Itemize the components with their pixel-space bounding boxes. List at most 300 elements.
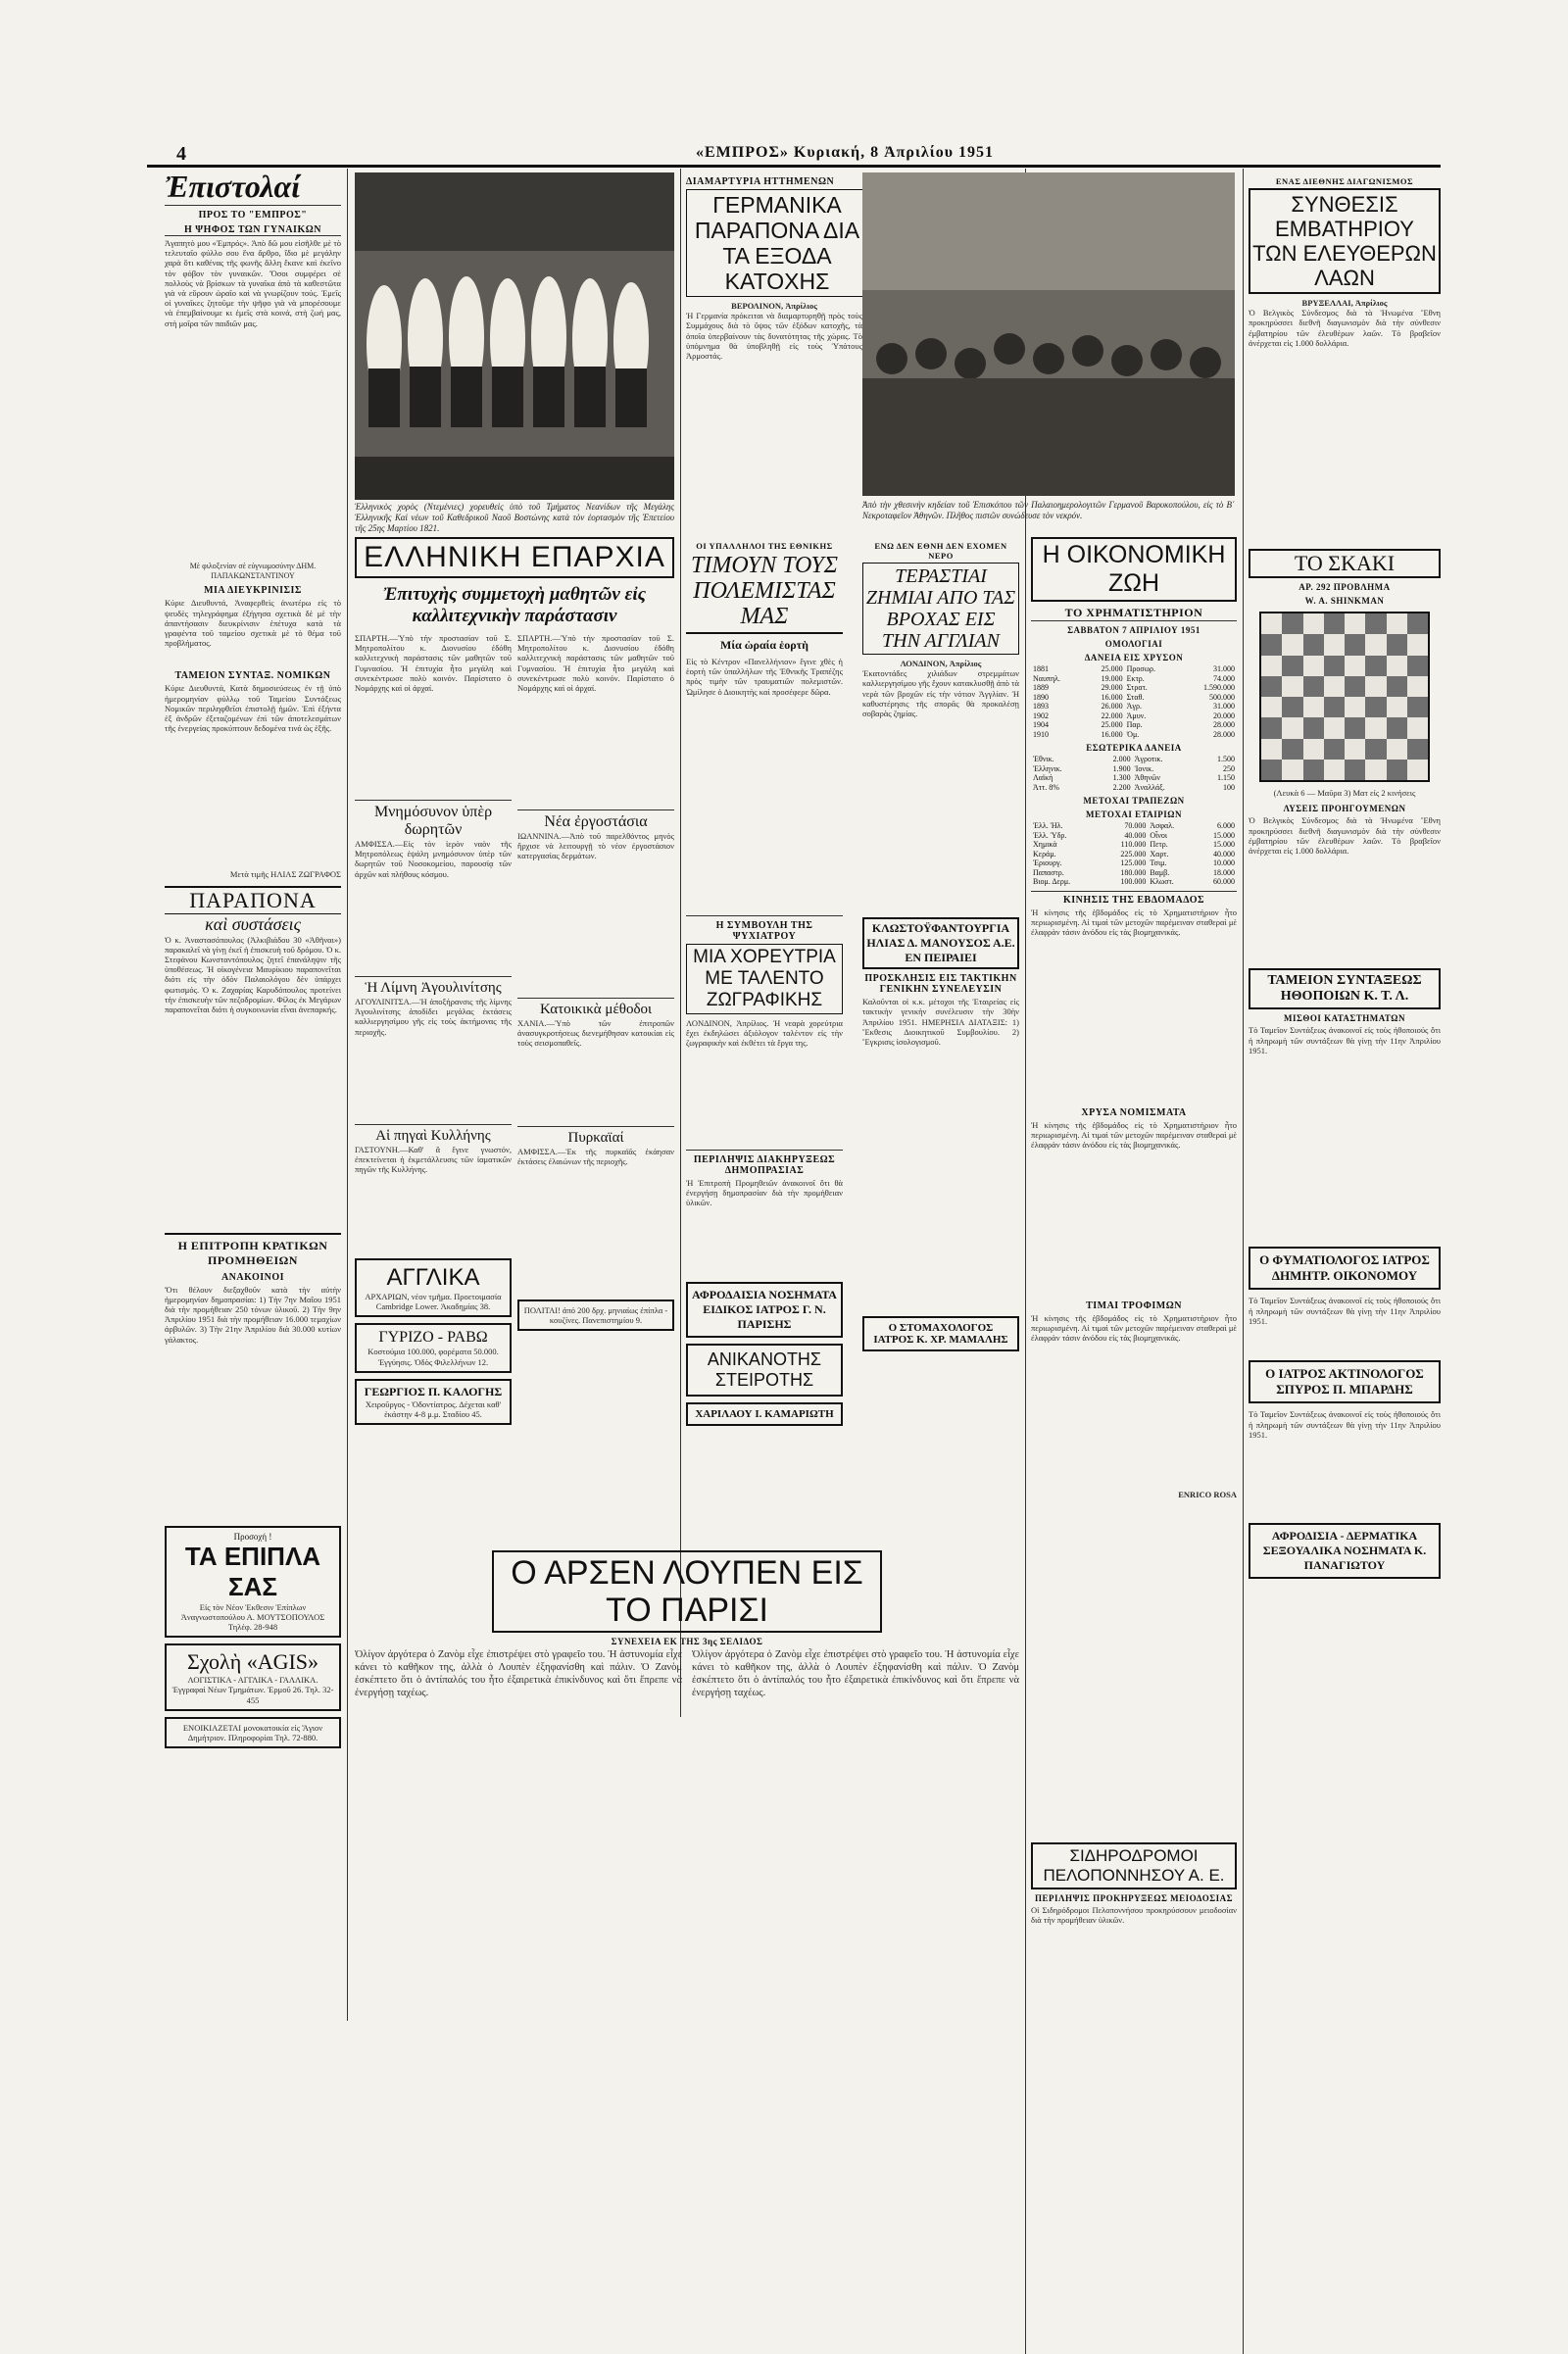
tb-doctor-ad: [1249, 1247, 1441, 1290]
gold-loans-cell: 1881: [1033, 664, 1049, 673]
germany-title: ΓΕΡΜΑΝΙΚΑ ΠΑΡΑΠΟΝΑ ΔΙΑ ΤΑ ΕΞΟΔΑ ΚΑΤΟΧΗΣ: [686, 189, 868, 297]
chess-square: [1261, 613, 1282, 634]
letter-signature: Μὲ φιλοξενίαν σὲ εὐγνωμοσύνην ΔΗΜ. ΠΑΠΑΚΩΝΣΤΑΝΤΙΝΟΥ: [189, 562, 317, 581]
gold-loans-cell: 20.000: [1213, 711, 1235, 720]
domestic-loans-cell: Λαϊκή: [1033, 773, 1054, 782]
chess-square: [1387, 739, 1407, 760]
venereal-ad: [686, 1282, 843, 1338]
company-shares-row: [1031, 868, 1237, 878]
gold-loans-cell: 1890: [1033, 692, 1049, 702]
chess-square: [1261, 634, 1282, 655]
company-shares-table: [1031, 821, 1237, 887]
tb-doctor-body: Τὸ Ταμεῖον Συντάξεως ἀνακοινοῖ εἰς τοὺς ἠθοποιούς ὅτι ἡ πληρωμὴ τῶν συντάξεων θὰ γίνῃ τὴν 11ην Ἀπριλίου 1951.: [1249, 1296, 1441, 1326]
domestic-loans-cell: 2.000: [1112, 755, 1131, 763]
company-shares-cell: Ἀσφαλ.: [1150, 821, 1175, 830]
gold-loans-row: [1031, 664, 1237, 674]
chess-square: [1303, 760, 1324, 780]
doctor-ad: [355, 1379, 512, 1425]
chess-square: [1365, 634, 1386, 655]
domestic-loans-cell: Ἀθηνῶν: [1134, 773, 1160, 782]
chess-square: [1303, 634, 1324, 655]
arsen-lupin-title: Ο ΑΡΣΕΝ ΛΟΥΠΕΝ ΕΙΣ ΤΟ ΠΑΡΙΣΙ: [492, 1550, 882, 1633]
company-shares-cell: 100.000: [1120, 877, 1147, 886]
letters-column: [165, 169, 341, 2344]
province-section: [355, 537, 674, 1546]
dancer-title: ΜΙΑ ΧΟΡΕΥΤΡΙΑ ΜΕ ΤΑΛΕΝΤΟ ΖΩΓΡΑΦΙΚΗΣ: [686, 944, 843, 1014]
chess-square: [1303, 717, 1324, 738]
column-divider: [347, 169, 348, 2021]
column-divider: [680, 169, 681, 1717]
chess-square: [1407, 717, 1428, 738]
gold-loans-cell: 500.000: [1209, 692, 1235, 702]
stomach-ad: [862, 1316, 1019, 1351]
actors-fund-subheading: ΜΙΣΘΟΙ ΚΑΤΑΣΤΗΜΑΤΩΝ: [1284, 1013, 1405, 1024]
chess-square: [1387, 676, 1407, 697]
chess-author: W. A. SHINKMAN: [1304, 596, 1385, 607]
gold-loans-cell: Παρ.: [1126, 720, 1143, 729]
dance-photo-caption: Ἑλληνικὸς χορὸς (Ντεμένιες) χορευθεὶς ὑπὸ τοῦ Τμήματος Νεανίδων τῆς Μεγάλης Ἑλληνικῆς Καὶ νέων τοῦ Καθεδρικοῦ Ναοῦ Βοστώνης κατὰ τὸν ἑορτασμὸν τῆς Ἐπετείου τῆς 25ης Μαρτίου 1821.: [355, 502, 674, 533]
column-divider: [1025, 169, 1026, 2354]
memorial-body: ΑΜΦΙΣΣΑ.—Εἰς τὸν ἱερὸν ναὸν τῆς Μητροπόλεως ἐψάλη μνημόσυνον ὑπὲρ τῶν δωρητῶν τοῦ Νοσοκομείου, παρουσίᾳ τῶν ἀρχῶν καὶ πλήθους κόσμου.: [355, 839, 512, 879]
kamariotis-ad: [686, 1402, 843, 1426]
company-shares-cell: 18.000: [1213, 867, 1235, 877]
psychiatrist-heading: Η ΣΥΜΒΟΥΛΗ ΤΗΣ ΨΥΧΙΑΤΡΟΥ: [686, 915, 843, 942]
gold-loans-cell: Σταθ.: [1126, 692, 1145, 702]
school-ad: [165, 1643, 341, 1711]
page-number: 4: [176, 143, 186, 165]
gold-loans-cell: 1910: [1033, 729, 1049, 739]
furniture-ad-body: Εἰς τὸν Νέον Ἐκθεσιν Ἐπίπλων Ἀναγνωστοπούλου Α. ΜΟΥΤΣΟΠΟΥΛΟΣ Τηλέφ. 28-948: [180, 1601, 325, 1633]
textile-body: Καλοῦνται οἱ κ.κ. μέτοχοι τῆς Ἑταιρείας εἰς τακτικὴν γενικὴν συνέλευσιν τὴν 30ὴν Ἀπριλίου 1951. ΗΜΕΡΗΣΙΑ ΔΙΑΤΑΞΙΣ: 1) Ἔκθεσις Διοικητικοῦ Συμβουλίου. 2) Ἔγκρισις ἰσολογισμοῦ.: [862, 997, 1019, 1048]
bank-shares-heading: ΜΕΤΟΧΑΙ ΤΡΑΠΕΖΩΝ: [1083, 796, 1185, 806]
tailor-ad: [355, 1323, 512, 1372]
complaints-body: Ὁ κ. Ἀναστασόπουλος (Ἀλκιβιάδου 30 «Ἀθῆναι») παρακαλεῖ νὰ γίνῃ ἐκεῖ ἡ ἐπισκευὴ τοῦ δρόμου. Ὁ κ. Στεφάνου Κωνσταντόπουλος ζητεῖ ἐπανάληψιν τῆς ὑποθέσεως. Ἡ οἰκογένεια Μαυρίκιου παραπονεῖται διότι εἰς τὴν ὁδὸν Παλαιολόγου δὲν ὑπάρχει φωτισμός. Ὁ κ. Ζαχαρίας Καρυδόπουλος προτείνει τὴν ἐπισκευὴν τῶν πεζοδρομίων. Φίλος ἐκ Μεγάρων παραπονεῖται διότι ἡ συγκοινωνία εἶναι ἀνεπαρκής.: [165, 934, 341, 1015]
chess-square: [1365, 697, 1386, 717]
march-contest-title: ΣΥΝΘΕΣΙΣ ΕΜΒΑΤΗΡΙΟΥ ΤΩΝ ΕΛΕΥΘΕΡΩΝ ΛΑΩΝ: [1249, 188, 1441, 294]
chess-square: [1324, 717, 1345, 738]
gold-loans-row: [1031, 720, 1237, 730]
gold-coins-heading: ΧΡΥΣΑ ΝΟΜΙΣΜΑΤΑ: [1081, 1106, 1187, 1118]
sparti-body: ΣΠΑΡΤΗ.—Ὑπὸ τὴν προστασίαν τοῦ Σ. Μητροπολίτου κ. Διονυσίου ἐδόθη καλλιτεχνικὴ παράστασις τῶν μαθητῶν τοῦ Γυμνασίου. Ἡ ἐπιτυχία ἦτο μεγάλη καὶ συνεκέντρωσε πολὺ κοινόν. Παρίστατο ὁ Νομάρχης καὶ οἱ ἀρχαί.: [355, 633, 512, 694]
chess-square: [1282, 656, 1302, 676]
funeral-photo-caption: Ἀπὸ τὴν χθεσινὴν κηδείαν τοῦ Ἐπισκόπου τῶν Παλαιοημερολογιτῶν Γερμανοῦ Βαρυκοπούλου, εἰς τὸ Β΄ Νεκροταφεῖον Ἀθηνῶν. Πλῆθος πιστῶν συνώδευσε τὸν νεκρόν.: [862, 500, 1235, 520]
dance-photo: [355, 172, 674, 500]
gold-loans-cell: 1904: [1033, 720, 1049, 729]
chess-square: [1407, 760, 1428, 780]
railways-body: Οἱ Σιδηρόδρομοι Πελοποννήσου προκηρύσσουν μειοδοσίαν διὰ τὴν προμήθειαν ὑλικῶν.: [1031, 1905, 1237, 1926]
chess-square: [1407, 739, 1428, 760]
company-shares-cell: Κλωστ.: [1150, 877, 1174, 886]
gold-loans-row: [1031, 702, 1237, 711]
gold-loans-cell: Εκτρ.: [1126, 673, 1145, 683]
chess-square: [1324, 634, 1345, 655]
arsen-lupin-subtitle: ΣΥΝΕΧΕΙΑ ΕΚ ΤΗΣ 3ης ΣΕΛΙΔΟΣ: [611, 1637, 763, 1646]
furniture-ad-kicker: Προσοχή !: [233, 1531, 272, 1542]
lake-heading: Ἡ Λίμνη Ἀγουλινίτσης: [355, 976, 512, 997]
gold-loans-cell: 31.000: [1213, 664, 1235, 673]
chess-square: [1282, 717, 1302, 738]
chess-square: [1345, 656, 1365, 676]
chess-square: [1387, 697, 1407, 717]
letters-to: ΠΡΟΣ ΤΟ "ΕΜΠΡΟΣ": [198, 210, 308, 221]
procurement-subheading: ΑΝΑΚΟΙΝΟΙ: [220, 1271, 285, 1283]
domestic-loans-cell: 1.300: [1112, 773, 1131, 782]
company-shares-cell: Ἑλλ. Ἠλ.: [1033, 821, 1063, 830]
weekly-movement-heading: ΚΙΝΗΣΙΣ ΤΗΣ ΕΒΔΟΜΑΔΟΣ: [1031, 891, 1237, 906]
chess-square: [1261, 656, 1282, 676]
lawyers-fund-heading: ΤΑΜΕΙΟΝ ΣΥΝΤΑΞ. ΝΟΜΙΚΩΝ: [174, 670, 331, 682]
complaints-heading: ΠΑΡΑΠΟΝΑ: [165, 886, 341, 914]
company-shares-cell: 40.000: [1213, 849, 1235, 858]
rains-kicker: ΕΝΩ ΔΕΝ ΕΘΝΗ ΔΕΝ ΕΧΟΜΕΝ ΝΕΡΟ: [874, 541, 1007, 561]
stock-exchange-heading: ΤΟ ΧΡΗΜΑΤΙΣΤΗΡΙΟΝ: [1031, 606, 1237, 621]
gold-loans-cell: 28.000: [1213, 720, 1235, 729]
auction-heading: ΠΕΡΙΛΗΨΙΣ ΔΙΑΚΗΡΥΞΕΩΣ ΔΗΜΟΠΡΑΣΙΑΣ: [686, 1150, 843, 1176]
gold-loans-cell: 16.000: [1101, 692, 1123, 702]
fires-heading: Πυρκαϊαί: [517, 1126, 674, 1147]
domestic-loans-cell: 1.500: [1217, 755, 1235, 763]
domestic-loans-cell: 2.200: [1112, 782, 1131, 792]
gold-loans-cell: 74.000: [1213, 673, 1235, 683]
chess-solutions-heading: ΛΥΣΕΙΣ ΠΡΟΗΓΟΥΜΕΝΩΝ: [1283, 804, 1406, 814]
company-shares-row: [1031, 831, 1237, 841]
company-shares-cell: 10.000: [1213, 858, 1235, 867]
stomach-ad-text: Ο ΣΤΟΜΑΧΟΛΟΓΟΣ ΙΑΤΡΟΣ Κ. ΧΡ. ΜΑΜΑΛΗΣ: [873, 1322, 1008, 1347]
housing-body: ΧΑΝΙΑ.—Ὑπὸ τῶν ἐπιτροπῶν ἀνασυγκροτήσεως διενεμήθησαν κατοικίαι εἰς τοὺς σεισμοπαθεῖς.: [517, 1018, 674, 1049]
chess-square: [1303, 739, 1324, 760]
company-shares-row: [1031, 850, 1237, 859]
railways-subheading: ΠΕΡΙΛΗΨΙΣ ΠΡΟΚΗΡΥΞΕΩΣ ΜΕΙΟΔΟΣΙΑΣ: [1035, 1893, 1233, 1903]
gold-loans-cell: 1889: [1033, 683, 1049, 692]
province-col2-body: ΣΠΑΡΤΗ.—Ὑπὸ τὴν προστασίαν τοῦ Σ. Μητροπολίτου κ. Διονυσίου ἐδόθη καλλιτεχνικὴ παράστασις τῶν μαθητῶν τοῦ Γυμνασίου. Ἡ ἐπιτυχία ἦτο μεγάλη καὶ συνεκέντρωσε πολὺ κοινόν. Παρίστατο ὁ Νομάρχης καὶ οἱ ἀρχαί.: [517, 633, 674, 694]
company-shares-heading: ΜΕΤΟΧΑΙ ΕΤΑΙΡΙΩΝ: [1086, 809, 1182, 819]
company-shares-row: [1031, 821, 1237, 831]
domestic-loans-cell: 1.150: [1217, 773, 1235, 782]
gold-loans-cell: Ἀγρ.: [1126, 702, 1142, 711]
chess-square: [1345, 676, 1365, 697]
school-ad-body: ΛΟΓΙΣΤΙΚΑ - ΑΓΓΛΙΚΑ - ΓΑΛΛΙΚΑ. Ἐγγραφαὶ Νέων Τμημάτων. Ἐρμοῦ 26. Τηλ. 32-455: [172, 1675, 334, 1705]
gold-loans-cell: Στρατ.: [1126, 683, 1148, 692]
gold-loans-cell: 31.000: [1213, 702, 1235, 711]
installments-ad: [517, 1300, 674, 1331]
chess-square: [1324, 656, 1345, 676]
chess-square: [1324, 760, 1345, 780]
chess-square: [1282, 613, 1302, 634]
rent-ad-body: ΕΝΟΙΚΙΑΖΕΤΑΙ μονοκατοικία εἰς Ἅγιον Δημήτριον. Πληροφορίαι Τηλ. 72-880.: [182, 1722, 323, 1743]
domestic-loans-cell: 100: [1223, 782, 1235, 792]
chess-square: [1282, 697, 1302, 717]
chess-square: [1261, 676, 1282, 697]
chess-square: [1407, 697, 1428, 717]
chess-square: [1345, 717, 1365, 738]
rains-column: [862, 537, 1019, 1546]
chess-square: [1261, 717, 1282, 738]
springs-body: ΓΑΣΤΟΥΝΗ.—Καθ' ἃ ἔγινε γνωστόν, ἐπεκτείνεται ἡ ἐκμετάλλευσις τῶν ἰαματικῶν πηγῶν τῆς Κυλλήνης.: [355, 1145, 512, 1175]
company-shares-cell: Κεράμ.: [1033, 849, 1056, 858]
chess-square: [1407, 634, 1428, 655]
germany-kicker: ΔΙΑΜΑΡΤΥΡΙΑ ΗΤΤΗΜΕΝΩΝ: [686, 176, 835, 187]
chess-square: [1365, 613, 1386, 634]
textile-subheading: ΠΡΟΣΚΛΗΣΙΣ ΕΙΣ ΤΑΚΤΙΚΗΝ ΓΕΝΙΚΗΝ ΣΥΝΕΛΕΥΣΙΝ: [864, 973, 1017, 996]
domestic-loans-cell: Ἐθνικ.: [1033, 755, 1054, 763]
dermatology-ad: [1249, 1523, 1441, 1579]
chess-square: [1282, 739, 1302, 760]
arsen-lupin-body-2: Ὀλίγον ἀργότερα ὁ Ζανὸμ εἶχε ἐπιστρέψει στὸ γραφεῖο του. Ἡ ἀστυνομία εἶχε κάνει τὸ καθῆκον της, ἀλλὰ ὁ Λουπὲν ἐξηφανίσθη καὶ πάλιν. Ὁ Ζανὸμ ἐσκέπτετο ὅτι ὁ ἀντίπαλός του ἦτο ἐξαιρετικὰ ἐπικίνδυνος καὶ ὅτι ἔπρεπε νὰ ἐνεργήσῃ ταχέως.: [692, 1649, 1019, 1698]
masthead-rule: [147, 143, 1441, 168]
gold-loans-row: [1031, 683, 1237, 693]
procurement-heading: Η ΕΠΙΤΡΟΠΗ ΚΡΑΤΙΚΩΝ ΠΡΟΜΗΘΕΙΩΝ: [165, 1233, 341, 1268]
gold-loans-cell: 1.590.000: [1203, 683, 1235, 692]
chess-square: [1407, 656, 1428, 676]
employees-subheading: Μία ὡραία ἑορτὴ: [720, 638, 808, 652]
arsen-lupin-body-1: Ὀλίγον ἀργότερα ὁ Ζανὸμ εἶχε ἐπιστρέψει στὸ γραφεῖο του. Ἡ ἀστυνομία εἶχε κάνει τὸ καθῆκον της, ἀλλὰ ὁ Λουπὲν ἐξηφανίσθη καὶ πάλιν. Ὁ Ζανὸμ ἐσκέπτετο ὅτι ὁ ἀντίπαλός του ἦτο ἐξαιρετικὰ ἐπικίνδυνος καὶ ὅτι ἔπρεπε νὰ ἐνεργήσῃ ταχέως.: [355, 1649, 682, 1698]
arsen-lupin-section: [355, 1550, 1019, 1805]
gold-coins-body: Ἡ κίνησις τῆς ἑβδομάδος εἰς τὸ Χρηματιστήριον ἦτο περιωρισμένη. Αἱ τιμαὶ τῶν μετοχῶν παρέμειναν σταθεραὶ μὲ ἐλαφρὰν τάσιν ἀνόδου εἰς τὰς βιομηχανικάς.: [1031, 1119, 1237, 1150]
radiologist-ad-text: Ο ΙΑΤΡΟΣ ΑΚΤΙΝΟΛΟΓΟΣ ΣΠΥΡΟΣ Π. ΜΠΑΡΔΗΣ: [1265, 1366, 1424, 1398]
company-shares-cell: Βιομ. Δερμ.: [1033, 877, 1071, 886]
chess-square: [1387, 634, 1407, 655]
domestic-loans-cell: 1.900: [1112, 763, 1131, 773]
tb-doctor-ad-text: Ο ΦΥΜΑΤΙΟΛΟΓΟΣ ΙΑΤΡΟΣ ΔΗΜΗΤΡ. ΟΙΚΟΝΟΜΟΥ: [1259, 1252, 1430, 1284]
company-shares-cell: Βαμβ.: [1150, 867, 1170, 877]
installments-ad-body: ΠΟΛΙΤΑΙ! ἀπό 200 δρχ. μηνιαίως ἐπίπλα - κουζίνες. Πανεπιστημίου 9.: [523, 1305, 668, 1326]
company-shares-cell: 225.000: [1120, 849, 1147, 858]
chess-square: [1345, 739, 1365, 760]
chess-square: [1345, 634, 1365, 655]
doctor-ad-title: ΓΕΩΡΓΙΟΣ Π. ΚΑΛΟΓΗΣ: [364, 1384, 503, 1398]
impotence-ad-text: ΑΝΙΚΑΝΟΤΗΣ ΣΤΕΙΡΟΤΗΣ: [707, 1349, 822, 1390]
food-prices-body: Ἡ κίνησις τῆς ἑβδομάδος εἰς τὸ Χρηματιστήριον ἦτο περιωρισμένη. Αἱ τιμαὶ τῶν μετοχῶν παρέμειναν σταθεραὶ μὲ ἐλαφρὰν τάσιν ἀνόδου εἰς τὰς βιομηχανικάς.: [1031, 1312, 1237, 1343]
english-ad: [355, 1258, 512, 1317]
chess-square: [1282, 676, 1302, 697]
women-vote-body: Ἀγαπητὸ μου «Ἐμπρός». Ἀπὸ δῶ μου εἰσῆλθε μὲ τὸ τελευταῖο φύλλο σου ἕνα ἄρθρο, ἴδιο μὲ μεγάλην χαρὰ ὅτι καθένας τῆς φωνῆς ἄλλη ἔκανε καὶ ἐκεῖνο τὸν φόβον τὸν γυναικῶν. Ὅσοι συμφέρει σὲ πολλοὺς νὰ βρίσκων τὰ γυναῖκα ἀπὸ τὰ καθεστῶτα γιὰ νὰ εὕρουν ὡραῖο καὶ νὰ γνωρίζουν τούς. Ἐμεῖς οἱ γυναῖκες ζητοῦμε τὴν ψῆφο γιὰ νὰ μπορέσουμε νὰ ἐπεμβαίνουμε κι ἐμεῖς στὰ κοινά, στὴ ζωή μας, στὴ μοῖρα τῶν παιδιῶν μας.: [165, 238, 341, 328]
funeral-photo-image: [862, 172, 1235, 496]
chess-square: [1365, 739, 1386, 760]
radiologist-body: Τὸ Ταμεῖον Συντάξεως ἀνακοινοῖ εἰς τοὺς ἠθοποιούς ὅτι ἡ πληρωμὴ τῶν συντάξεων θὰ γίνῃ τὴν 11ην Ἀπριλίου 1951.: [1249, 1409, 1441, 1440]
stock-date: ΣΑΒΒΑΤΟΝ 7 ΑΠΡΙΛΙΟΥ 1951: [1067, 625, 1200, 635]
gold-loans-cell: 25.000: [1101, 720, 1123, 729]
gold-loans-row: [1031, 711, 1237, 721]
gold-loans-cell: 28.000: [1213, 729, 1235, 739]
chess-problem-number: ΑΡ. 292 ΠΡΟΒΛΗΜΑ: [1298, 582, 1391, 593]
column-divider: [1243, 169, 1244, 2354]
company-shares-row: [1031, 858, 1237, 868]
company-shares-cell: 110.000: [1120, 840, 1147, 849]
gold-loans-row: [1031, 693, 1237, 703]
chess-square: [1345, 613, 1365, 634]
dermatology-ad-text: ΑΦΡΟΔΙΣΙΑ - ΔΕΡΜΑΤΙΚΑ ΣΕΞΟΥΑΛΙΚΑ ΝΟΣΗΜΑΤΑ Κ. ΠΑΝΑΓΙΩΤΟΥ: [1262, 1529, 1427, 1573]
gold-loans-cell: Ἀμυν.: [1126, 711, 1147, 720]
gold-loans-cell: 29.000: [1101, 683, 1123, 692]
domestic-loans-cell: Ἰονικ.: [1134, 763, 1154, 773]
chess-square: [1303, 613, 1324, 634]
march-contest-kicker: ΕΝΑΣ ΔΙΕΘΝΗΣ ΔΙΑΓΩΝΙΣΜΟΣ: [1275, 176, 1414, 186]
province-title: ΕΛΛΗΝΙΚΗ ΕΠΑΡΧΙΑ: [364, 541, 665, 573]
textile-heading: ΚΛΩΣΤΟΫΦΑΝΤΟΥΡΓΙΑ ΗΛΙΑΣ Δ. ΜΑΝΟΥΣΟΣ Α.Ε. ΕΝ ΠΕΙΡΑΙΕΙ: [862, 917, 1019, 969]
weekly-movement-body: Ἡ κίνησις τῆς ἑβδομάδος εἰς τὸ Χρηματιστήριον ἦτο περιωρισμένη. Αἱ τιμαὶ τῶν μετοχῶν παρέμειναν σταθεραὶ μὲ ἐλαφρὰν τάσιν ἀνόδου εἰς τὰς βιομηχανικάς.: [1031, 907, 1237, 937]
domestic-loans-row: [1031, 783, 1237, 793]
province-subtitle: Ἐπιτυχὴς συμμετοχὴ μαθητῶν εἰς καλλιτεχνικὴν παράστασιν: [382, 584, 647, 626]
school-ad-title: Σχολὴ «AGIS»: [186, 1649, 319, 1675]
gold-loans-cell: Προσωρ.: [1126, 664, 1155, 673]
gold-loans-cell: 25.000: [1101, 664, 1123, 673]
kamariotis-ad-text: ΧΑΡΙΛΑΟΥ Ι. ΚΑΜΑΡΙΩΤΗ: [695, 1408, 834, 1420]
domestic-loans-row: [1031, 773, 1237, 783]
company-shares-cell: Χημικὰ: [1033, 840, 1057, 849]
chess-square: [1365, 717, 1386, 738]
gold-loans-cell: Ναυπηλ.: [1033, 673, 1061, 683]
gold-loans-row: [1031, 730, 1237, 740]
english-ad-body: ΑΡΧΑΡΙΩΝ, νέον τμῆμα. Προετοιμασία Cambridge Lower. Ἀκαδημίας 38.: [365, 1292, 502, 1312]
railways-title: ΣΙΔΗΡΟΔΡΟΜΟΙ ΠΕΛΟΠΟΝΝΗΣΟΥ Α. Ε.: [1031, 1842, 1237, 1889]
rains-dateline: ΛΟΝΔΙΝΟΝ, Ἀπρίλιος: [900, 659, 982, 668]
company-shares-cell: 70.000: [1124, 821, 1147, 830]
furniture-ad: [165, 1526, 341, 1639]
lawyers-fund-body: Κύριε Διευθυντά, Κατὰ δημοσιεύσεως ἐν τῇ ὑπὸ ἡμερομηνίαν φύλλῳ τοῦ Ταμείου Συντάξεως Νομικῶν περιληφθεῖσι ἐπιστολῇ ἡμῶν. Ἐπὶ ἐξήντα ἑξ ἀνδρῶν ἐξεταζομένων ἐπὶ τῶν ἀποτελεσμάτων τῆς ἐνεργείας προκύπτουν δεδομένα τινά ὡς ἑξῆς.: [165, 683, 341, 734]
funeral-photo: [862, 172, 1235, 496]
chess-note: (Λευκὰ 6 — Μαῦρα 3) Ματ εἰς 2 κινήσεις: [1273, 788, 1416, 799]
chess-square: [1387, 760, 1407, 780]
clarification-heading: ΜΙΑ ΔΙΕΥΚΡΙΝΙΣΙΣ: [204, 585, 302, 597]
springs-heading: Αἱ πηγαὶ Κυλλήνης: [355, 1124, 512, 1145]
company-shares-cell: Πετρ.: [1150, 840, 1168, 849]
chess-square: [1303, 676, 1324, 697]
employees-kicker: ΟΙ ΥΠΑΛΛΗΛΟΙ ΤΗΣ ΕΘΝΙΚΗΣ: [696, 541, 833, 551]
chess-square: [1387, 613, 1407, 634]
factories-body: ΙΩΑΝΝΙΝΑ.—Ἀπὸ τοῦ παρελθόντος μηνὸς ἤρχισε νὰ λειτουργῇ τὸ νέον ἐργοστάσιον κατεργασίας δερμάτων.: [517, 831, 674, 861]
rains-body: Ἐκατοντάδες χιλιάδων στρεμμάτων καλλιεργησίμου γῆς ἔχουν κατακλυσθῇ ἀπὸ τὰ νερὰ τῶν βροχῶν εἰς τὴν νότιον Ἀγγλίαν. Ἡ καθυστέρησις τῆς σπορᾶς θὰ προκαλέσῃ σοβαρὰς ζημίας.: [862, 668, 1019, 719]
gold-loans-cell: 22.000: [1101, 711, 1123, 720]
chess-board: [1259, 612, 1430, 782]
economy-title: Η ΟΙΚΟΝΟΜΙΚΗ ΖΩΗ: [1031, 537, 1237, 602]
venereal-ad-text: ΑΦΡΟΔΑΙΣΙΑ ΝΟΣΗΜΑΤΑ ΕΙΔΙΚΟΣ ΙΑΤΡΟΣ Γ. Ν. ΠΑΡΙΣΗΣ: [692, 1288, 837, 1331]
chess-square: [1365, 656, 1386, 676]
dance-photo-image: [355, 172, 674, 500]
gold-loans-cell: 19.000: [1101, 673, 1123, 683]
letters-title: Ἐπιστολαί: [165, 169, 341, 206]
actors-fund-body: Τὸ Ταμεῖον Συντάξεως ἀνακοινοῖ εἰς τοὺς ἠθοποιούς ὅτι ἡ πληρωμὴ τῶν συντάξεων θὰ γίνῃ τὴν 11ην Ἀπριλίου 1951.: [1249, 1025, 1441, 1055]
fires-body: ΑΜΦΙΣΣΑ.—Ἐκ τῆς πυρκαϊᾶς ἐκάησαν ἐκτάσεις ἐλαιώνων τῆς περιοχῆς.: [517, 1147, 674, 1167]
gold-loans-cell: Ὀμ.: [1126, 729, 1140, 739]
chess-title: ΤΟ ΣΚΑΚΙ: [1249, 549, 1441, 578]
chess-square: [1324, 739, 1345, 760]
domestic-loans-cell: Ἀττ. 8%: [1033, 782, 1059, 792]
actors-fund-title: ΤΑΜΕΙΟΝ ΣΥΝΤΑΞΕΩΣ ΗΘΟΠΟΙΩΝ Κ. Τ. Λ.: [1249, 968, 1441, 1009]
food-prices-heading: ΤΙΜΑΙ ΤΡΟΦΙΜΩΝ: [1086, 1300, 1182, 1311]
domestic-loans-table: [1031, 755, 1237, 792]
chess-square: [1282, 634, 1302, 655]
employees-body: Εἰς τὸ Κέντρον «Πανελλήνιον» ἔγινε χθὲς ἡ ἑορτὴ τῶν ὑπαλλήλων τῆς Ἐθνικῆς Τραπέζης πρὸς τιμὴν τῶν τραυματιῶν πολεμιστῶν. Ὡμίλησε ὁ Διοικητὴς καὶ προσέφερε δῶρα.: [686, 657, 843, 697]
factories-heading: Νέα ἐργοστάσια: [517, 809, 674, 831]
english-ad-title: ΑΓΓΛΙΚΑ: [386, 1264, 480, 1291]
company-shares-cell: Ἐριουργ.: [1033, 858, 1062, 867]
company-shares-cell: Χαρτ.: [1150, 849, 1169, 858]
company-shares-cell: Οἶνοι: [1150, 830, 1168, 840]
gold-loans-cell: 1893: [1033, 702, 1049, 711]
company-shares-cell: 15.000: [1213, 830, 1235, 840]
province-title-box: [355, 537, 674, 578]
domestic-loans-cell: 250: [1223, 763, 1235, 773]
company-shares-cell: 40.000: [1124, 830, 1147, 840]
lake-body: ΑΓΟΥΛΙΝΙΤΣΑ.—Ἡ ἀποξήρανσις τῆς λίμνης Ἀγουλινίτσης ἀποδίδει μεγάλας ἐκτάσεις καλλιεργησίμου γῆς εἰς τοὺς ἀκτήμονας τῆς περιοχῆς.: [355, 997, 512, 1037]
doctor-ad-body: Χειροῦργος - Ὀδοντίατρος. Δέχεται καθ' ἑκάστην 4-8 μ.μ. Σταδίου 45.: [365, 1398, 502, 1420]
employees-column: [686, 537, 843, 1546]
chess-square: [1261, 697, 1282, 717]
auction-body: Ἡ Ἐπιτροπὴ Προμηθειῶν ἀνακοινοῖ ὅτι θὰ ἐνεργήσῃ δημοπρασίαν διὰ τὴν προμήθειαν ὑλικῶν.: [686, 1178, 843, 1208]
radiologist-ad: [1249, 1360, 1441, 1403]
chess-square: [1282, 760, 1302, 780]
economy-signature: ENRICO ROSA: [1178, 1489, 1237, 1499]
impotence-ad: [686, 1344, 843, 1397]
chess-square: [1365, 760, 1386, 780]
chess-square: [1345, 760, 1365, 780]
march-contest-dateline: ΒΡΥΞΕΛΛΑΙ, Ἀπρίλιος: [1301, 298, 1388, 308]
germany-dateline: ΒΕΡΟΛΙΝΟΝ, Ἀπρίλιος: [731, 301, 817, 311]
domestic-loans-row: [1031, 755, 1237, 764]
chess-square: [1345, 697, 1365, 717]
chess-square: [1387, 717, 1407, 738]
rent-ad: [165, 1717, 341, 1748]
letter-signature-2: Μετὰ τιμῆς ΗΛΙΑΣ ΖΩΓΡΑΦΟΣ: [229, 869, 341, 880]
housing-heading: Κατοικικὰ μέθοδοι: [517, 998, 674, 1018]
company-shares-cell: Ἑλλ. Ὑδρ.: [1033, 830, 1067, 840]
domestic-loans-heading: ΕΣΩΤΕΡΙΚΑ ΔΑΝΕΙΑ: [1086, 743, 1182, 753]
company-shares-cell: 60.000: [1213, 877, 1235, 886]
rains-title: ΤΕΡΑΣΤΙΑΙ ΖΗΜΙΑΙ ΑΠΟ ΤΑΣ ΒΡΟΧΑΣ ΕΙΣ ΤΗΝ ΑΓΓΛΙΑΝ: [862, 563, 1019, 655]
gold-loans-cell: 16.000: [1101, 729, 1123, 739]
bonds-heading: ΟΜΟΛΟΓΙΑΙ: [1104, 639, 1163, 649]
memorial-heading: Μνημόσυνον ὑπὲρ δωρητῶν: [355, 800, 512, 839]
chess-square: [1324, 697, 1345, 717]
company-shares-cell: Τσιμ.: [1150, 858, 1167, 867]
gold-loans-cell: 1902: [1033, 711, 1049, 720]
chess-square: [1261, 760, 1282, 780]
company-shares-cell: 6.000: [1217, 821, 1235, 830]
germany-body: Ἡ Γερμανία πρόκειται νὰ διαμαρτυρηθῇ πρὸς τοὺς Συμμάχους διὰ τὸ ὕψος τῶν ἐξόδων κατοχῆς, τὰ ὁποῖα ὑπερβαίνουν τὰς δυνατότητας τῆς χώρας. Τὸ ὑπόμνημα θὰ ὑποβληθῇ εἰς τοὺς Ὑπάτους Ἀρμοστάς.: [686, 311, 862, 362]
domestic-loans-cell: Ἀγροτικ.: [1134, 755, 1163, 763]
chess-square: [1261, 739, 1282, 760]
employees-title: ΤΙΜΟΥΝ ΤΟΥΣ ΠΟΛΕΜΙΣΤΑΣ ΜΑΣ: [686, 553, 843, 634]
women-vote-heading: Η ΨΗΦΟΣ ΤΩΝ ΓΥΝΑΙΚΩΝ: [165, 224, 341, 236]
chess-square: [1303, 656, 1324, 676]
complaints-subheading: καὶ συστάσεις: [205, 913, 301, 934]
dancer-body: ΛΟΝΔΙΝΟΝ, Ἀπρίλιος. Ἡ νεαρὰ χορεύτρια ἔχει ἐκδηλώσει ἀξιόλογον ταλέντον εἰς τὴν ζωγραφικὴν καὶ ἐκθέτει τὰ ἔργα της.: [686, 1018, 843, 1049]
furniture-ad-title: ΤΑ ΕΠΙΠΛΑ ΣΑΣ: [184, 1541, 321, 1601]
company-shares-cell: 180.000: [1120, 867, 1147, 877]
right-column: [1249, 172, 1441, 2182]
clarification-body: Κύριε Διευθυντά, Ἀναφερθεὶς ἀνωτέρω εἰς τὸ ψευδὲς τηλεγράφημα ἐξήγησα σχετικὰ δὲ μὲ τὴν ἀπαντήσασιν διευκρίνισιν ἐπέτυχα κατὰ τὰ γραφέντα τοῦ ταμείου σχετικὰ μὲ τὸ θέμα τοῦ προβλήματος.: [165, 598, 341, 649]
chess-square: [1387, 656, 1407, 676]
gold-loans-table: [1031, 664, 1237, 739]
masthead-title: «ΕΜΠΡΟΣ» Κυριακή, 8 Ἀπριλίου 1951: [696, 144, 995, 161]
domestic-loans-row: [1031, 764, 1237, 774]
chess-square: [1303, 697, 1324, 717]
tailor-ad-title: ΓΥΡΙΖΟ - ΡΑΒΩ: [378, 1329, 488, 1347]
railways-section: [1031, 1842, 1237, 2156]
company-shares-cell: 125.000: [1120, 858, 1147, 867]
domestic-loans-cell: Ἐλληνικ.: [1033, 763, 1062, 773]
chess-square: [1407, 613, 1428, 634]
company-shares-row: [1031, 877, 1237, 887]
chess-solutions-body: Ὁ Βελγικὸς Σύνδεσμος διὰ τὰ Ἡνωμένα Ἔθνη προκηρύσσει διεθνῆ διαγωνισμὸν διὰ τὴν σύνθεσιν ἐμβατηρίου τῶν ἐλευθέρων λαῶν. Τὸ βραβεῖον ἀνέρχεται εἰς 1.000 δολλάρια.: [1249, 815, 1441, 857]
gold-loans-cell: 26.000: [1101, 702, 1123, 711]
chess-square: [1324, 613, 1345, 634]
company-shares-cell: 15.000: [1213, 840, 1235, 849]
march-contest-body: Ὁ Βελγικὸς Σύνδεσμος διὰ τὰ Ἡνωμένα Ἔθνη προκηρύσσει διεθνῆ διαγωνισμὸν διὰ τὴν σύνθεσιν ἐμβατηρίου τῶν ἐλευθέρων λαῶν. Τὸ βραβεῖον ἀνέρχεται εἰς 1.000 δολλάρια.: [1249, 308, 1441, 348]
gold-loans-row: [1031, 674, 1237, 684]
company-shares-cell: Παπαστρ.: [1033, 867, 1064, 877]
gold-loans-heading: ΔΑΝΕΙΑ ΕΙΣ ΧΡΥΣΟΝ: [1084, 653, 1184, 662]
